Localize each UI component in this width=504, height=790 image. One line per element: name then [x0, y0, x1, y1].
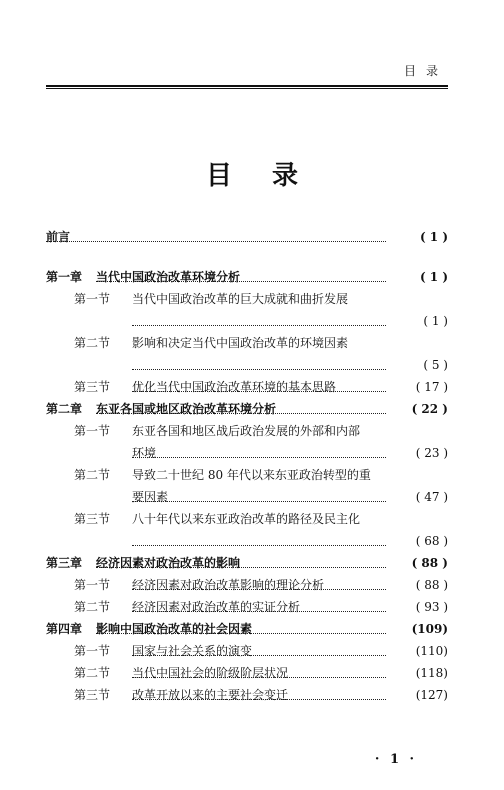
header-rule-thin — [46, 88, 448, 89]
toc-section-2-1-cont — [46, 442, 448, 464]
toc-entry-title: 国家与社会关系的演变 — [132, 640, 386, 656]
toc-section-4-1 — [46, 640, 448, 662]
toc-entry-label: 第三章 — [46, 556, 83, 570]
toc-section-2-1 — [46, 420, 448, 442]
toc-entry-page: ( 22 ) — [411, 402, 448, 416]
toc-section-4-2 — [46, 662, 448, 684]
header-rule-thick — [46, 85, 448, 87]
toc-entry-page: ( 88 ) — [415, 578, 448, 592]
toc-entry-page: (118) — [415, 666, 448, 680]
toc-entry-title: 经济因素对政治改革的影响 — [96, 552, 386, 568]
toc-section-1-2-leader — [46, 354, 448, 376]
toc-entry-label: 第二节 — [74, 666, 111, 680]
toc-chapter-3 — [46, 552, 448, 574]
toc-entry-page: ( 23 ) — [415, 446, 448, 460]
toc-section-4-3 — [46, 684, 448, 706]
running-header: 目录 — [403, 64, 448, 78]
toc-section-1-1-leader — [46, 310, 448, 332]
toc-entry-page: ( 17 ) — [415, 380, 448, 394]
toc-entry-title-cont: 环境 — [132, 442, 386, 458]
toc-entry-page: ( 88 ) — [411, 556, 448, 570]
toc-chapter-4 — [46, 618, 448, 640]
dot-leader — [132, 310, 386, 326]
toc-entry-title: 经济因素对政治改革的实证分析 — [132, 596, 386, 612]
toc-chapter-2 — [46, 398, 448, 420]
toc-entry-label: 第二节 — [74, 336, 111, 350]
toc-entry-label: 第三节 — [74, 380, 111, 394]
toc-entry-title: 导致二十世纪 80 年代以来东亚政治转型的重 — [132, 468, 371, 482]
toc-entry-preface — [46, 226, 448, 248]
toc-entry-page: ( 1 ) — [419, 230, 448, 244]
toc-entry-page: ( 1 ) — [419, 270, 448, 284]
toc-entry-page: ( 68 ) — [415, 534, 448, 548]
page-number: · 1 · — [374, 752, 418, 767]
toc-entry-title: 东亚各国和地区战后政治发展的外部和内部 — [132, 424, 361, 438]
toc-section-1-2 — [46, 332, 448, 354]
toc-entry-label: 第三节 — [74, 512, 111, 526]
toc-entry-label: 第二节 — [74, 468, 111, 482]
toc-entry-page: ( 1 ) — [423, 314, 448, 328]
dot-leader — [132, 530, 386, 546]
toc-entry-title: 当代中国社会的阶级阶层状况 — [132, 662, 386, 678]
toc-entry-title: 八十年代以来东亚政治改革的路径及民主化 — [132, 512, 361, 526]
toc-entry-label: 第一节 — [74, 424, 111, 438]
toc-section-2-3 — [46, 508, 448, 530]
toc-section-1-3 — [46, 376, 448, 398]
toc-entry-label: 第二章 — [46, 402, 83, 416]
dot-leader — [132, 354, 386, 370]
toc-entry-label: 第一章 — [46, 270, 83, 284]
toc-entry-title: 影响中国政治改革的社会因素 — [96, 618, 386, 634]
toc-chapter-1 — [46, 266, 448, 288]
page-title: 目录 — [205, 161, 338, 191]
toc-entry-title: 改革开放以来的主要社会变迁 — [132, 684, 386, 700]
toc-entry-page: ( 5 ) — [423, 358, 448, 372]
toc-section-2-3-leader — [46, 530, 448, 552]
toc-entry-title: 东亚各国或地区政治改革环境分析 — [96, 398, 386, 414]
toc-entry-title: 优化当代中国政治改革环境的基本思路 — [132, 376, 386, 392]
toc-entry-page: (110) — [415, 644, 448, 658]
toc-section-2-2 — [46, 464, 448, 486]
toc-entry-title: 经济因素对政治改革影响的理论分析 — [132, 574, 386, 590]
toc-entry-page: ( 47 ) — [415, 490, 448, 504]
toc-entry-page: (127) — [415, 688, 448, 702]
toc-entry-page: ( 93 ) — [415, 600, 448, 614]
toc-entry-label: 第一节 — [74, 644, 111, 658]
toc-entry-label: 第二节 — [74, 600, 111, 614]
toc-entry-label: 第一节 — [74, 578, 111, 592]
toc-entry-page: (109) — [411, 622, 448, 636]
toc-entry-label: 第一节 — [74, 292, 111, 306]
toc-entry-title: 当代中国政治改革的巨大成就和曲折发展 — [132, 292, 349, 306]
toc-entry-title: 前言 — [46, 226, 386, 242]
toc-entry-label: 第三节 — [74, 688, 111, 702]
toc-section-1-1 — [46, 288, 448, 310]
toc-entry-title-cont: 要因素 — [132, 486, 386, 502]
toc-entry-title: 影响和决定当代中国政治改革的环境因素 — [132, 336, 349, 350]
toc-section-2-2-cont — [46, 486, 448, 508]
toc-section-3-2 — [46, 596, 448, 618]
toc-entry-label: 第四章 — [46, 622, 83, 636]
toc-section-3-1 — [46, 574, 448, 596]
toc-entry-title: 当代中国政治改革环境分析 — [96, 266, 386, 282]
